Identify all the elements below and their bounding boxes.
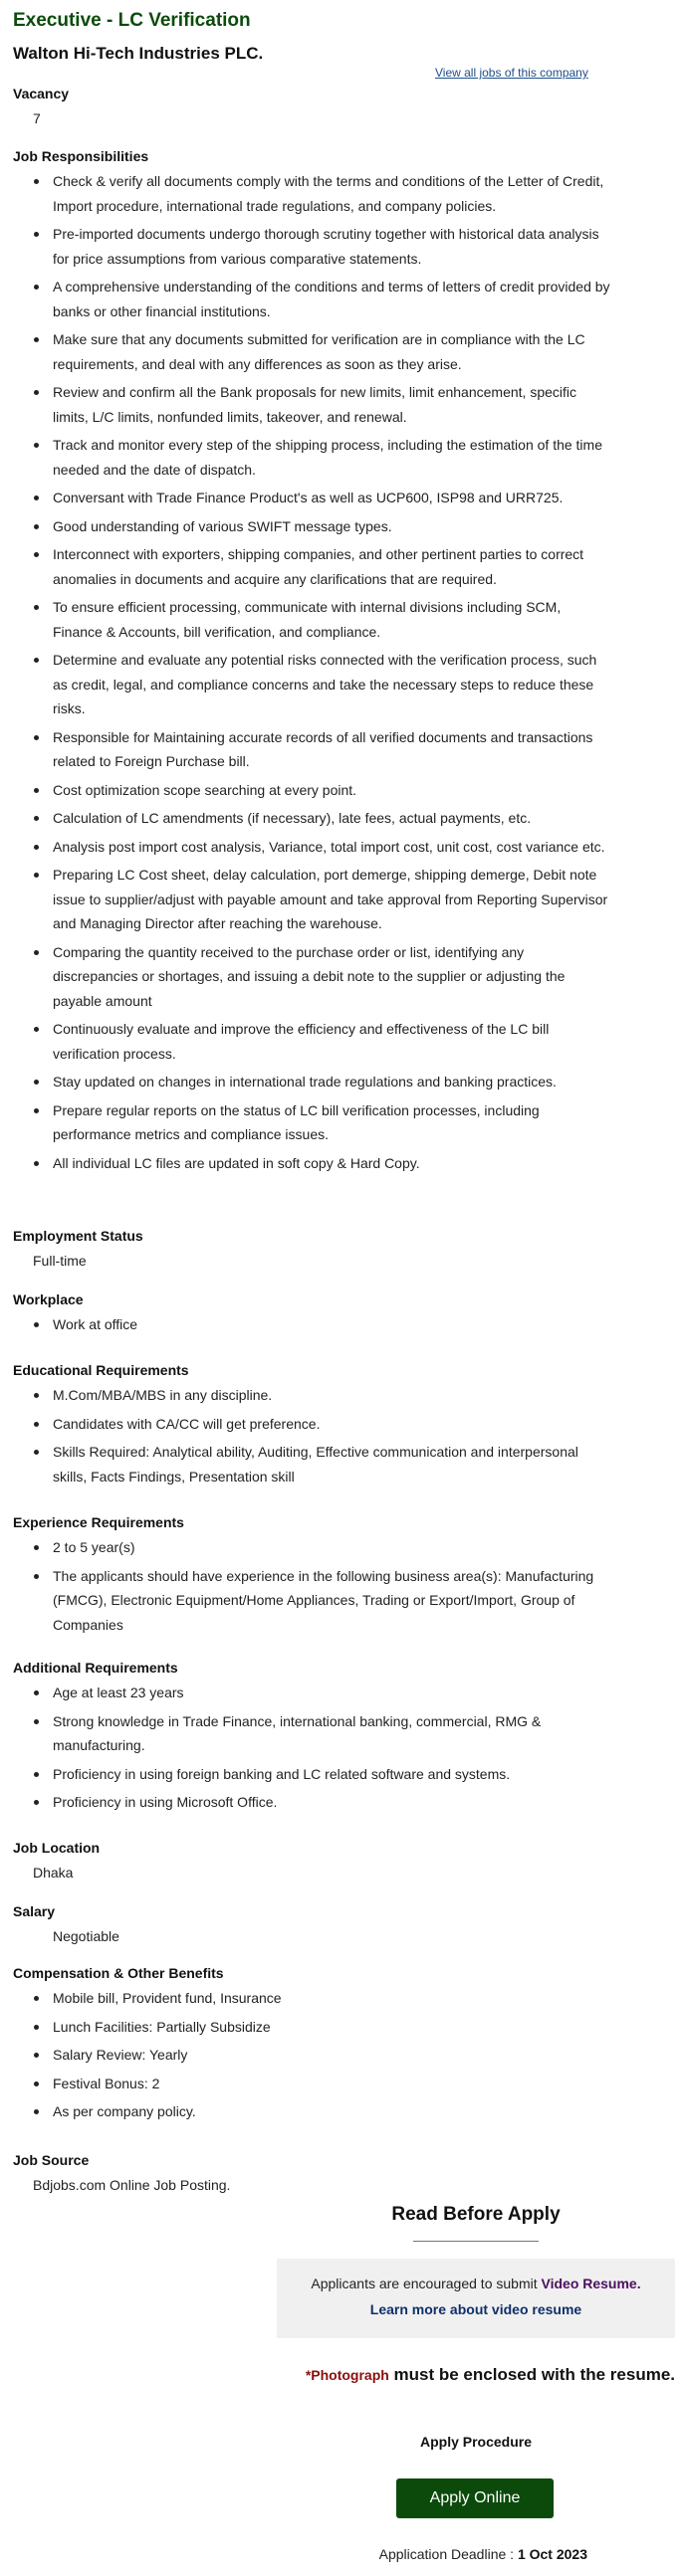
list-item: Track and monitor every step of the shipping process, including the estimation of the time needed and the date of dispatch. [33,433,610,482]
list-item: Determine and evaluate any potential risks connected with the verification process, such as credit, legal, and compliance concerns and take the necessary steps to reduce these risks. [33,648,610,721]
view-all-jobs-link[interactable]: View all jobs of this company [435,66,588,80]
list-item: Responsible for Maintaining accurate records of all verified documents and transactions related to Foreign Purchase bill. [33,725,610,774]
employment-status-heading: Employment Status [13,1228,143,1244]
location-value: Dhaka [33,1865,74,1881]
read-before-heading: Read Before Apply [391,2204,561,2225]
location-heading: Job Location [13,1840,101,1856]
education-heading: Educational Requirements [13,1362,189,1378]
list-item: Candidates with CA/CC will get preference. [33,1412,610,1437]
vacancy-value: 7 [33,110,41,126]
salary-section [13,1901,610,1947]
list-item: Salary Review: Yearly [33,2043,610,2068]
list-item: Continuously evaluate and improve the efficiency and effectiveness of the LC bill verification process. [33,1017,610,1066]
list-item: Strong knowledge in Trade Finance, international banking, commercial, RMG & manufacturing. [33,1709,610,1758]
experience-list [13,1535,610,1637]
education-section [13,1360,610,1492]
benefits-heading: Compensation & Other Benefits [13,1965,224,1981]
workplace-list [13,1312,610,1337]
salary-value: Negotiable [53,1928,119,1944]
deadline-date: 1 Oct 2023 [517,2546,587,2562]
list-item: Analysis post import cost analysis, Variance, total import cost, unit cost, cost variance etc. [33,835,610,860]
list-item: Check & verify all documents comply with the terms and conditions of the Letter of Credit, Import procedure, international trade regulations, and company policies. [33,169,610,218]
workplace-section [13,1289,610,1341]
deadline-label: Application Deadline : [378,2546,518,2562]
list-item: Make sure that any documents submitted for verification are in compliance with the LC requirements, and deal with any differences as soon as they arise. [33,327,610,376]
photograph-rest: must be enclosed with the resume. [388,2365,675,2384]
list-item: As per company policy. [33,2099,610,2124]
responsibilities-heading: Job Responsibilities [13,148,149,164]
video-resume-prefix: Applicants are encouraged to submit [311,2276,542,2291]
experience-section [13,1512,610,1641]
benefits-section [13,1963,610,2128]
workplace-heading: Workplace [13,1291,84,1307]
source-heading: Job Source [13,2152,90,2168]
list-item: Comparing the quantity received to the purchase order or list, identifying any discrepancies or shortages, and issuing a debit note to the supplier or adjusting the payable amount [33,940,610,1014]
list-item: 2 to 5 year(s) [33,1535,610,1560]
list-item: Prepare regular reports on the status of LC bill verification processes, including performance metrics and compliance issues. [33,1098,610,1147]
list-item: Interconnect with exporters, shipping companies, and other pertinent parties to correct anomalies in documents and acquire any clarifications that are required. [33,542,610,591]
job-title: Executive - LC Verification [13,10,251,31]
photograph-label: *Photograph [305,2367,389,2383]
company-name: Walton Hi-Tech Industries PLC. [13,44,264,63]
list-item: Pre-imported documents undergo thorough scrutiny together with historical data analysis for price assumptions from various comparative statements. [33,222,610,271]
video-resume-box [277,2259,675,2338]
list-item: Calculation of LC amendments (if necessary), late fees, actual payments, etc. [33,806,610,831]
list-item: Preparing LC Cost sheet, delay calculation, port demerge, shipping demerge, Debit note issue to supplier/adjust with payable amount and take approval from Reporting Supervisor and Managing Director after reaching the warehouse. [33,863,610,936]
location-section [13,1838,610,1883]
source-value: Bdjobs.com Online Job Posting. [33,2177,231,2193]
employment-status-section [13,1226,610,1272]
apply-procedure-heading: Apply Procedure [419,2434,533,2450]
list-item: Review and confirm all the Bank proposals for new limits, limit enhancement, specific limits, L/C limits, nonfunded limits, takeover, and renewal. [33,380,610,429]
employment-status-value: Full-time [33,1253,87,1269]
additional-heading: Additional Requirements [13,1660,178,1676]
salary-heading: Salary [13,1903,56,1919]
video-resume-note [277,2273,675,2294]
list-item: Mobile bill, Provident fund, Insurance [33,1986,610,2011]
read-before-apply [277,2201,675,2242]
video-resume-strong: Video Resume. [541,2276,641,2291]
photograph-note [277,2363,675,2387]
list-item: To ensure efficient processing, communicate with internal divisions including SCM, Finance & Accounts, bill verification, and compliance. [33,595,610,644]
experience-heading: Experience Requirements [13,1514,184,1530]
heading-divider [413,2241,539,2242]
benefits-list [13,1986,610,2124]
list-item: Stay updated on changes in international trade regulations and banking practices. [33,1070,610,1094]
list-item: Proficiency in using Microsoft Office. [33,1790,610,1815]
vacancy-heading: Vacancy [13,86,70,101]
education-list [13,1383,610,1488]
additional-section [13,1658,610,1819]
video-resume-link[interactable]: Learn more about video resume [369,2301,582,2317]
list-item: All individual LC files are updated in soft copy & Hard Copy. [33,1151,610,1176]
list-item: Conversant with Trade Finance Product's as well as UCP600, ISP98 and URR725. [33,486,610,510]
application-deadline [277,2543,675,2565]
list-item: Skills Required: Analytical ability, Auditing, Effective communication and interpersonal skills, Facts Findings, Presentation skill [33,1440,610,1488]
list-item: Cost optimization scope searching at every point. [33,778,610,803]
additional-list [13,1681,610,1815]
list-item: Age at least 23 years [33,1681,610,1705]
list-item: The applicants should have experience in the following business area(s): Manufacturing (FMCG), Electronic Equipment/Home Appliances, Trading or Export/Import, Group of Companies [33,1564,610,1638]
list-item: Proficiency in using foreign banking and LC related software and systems. [33,1762,610,1787]
list-item: A comprehensive understanding of the conditions and terms of letters of credit provided by banks or other financial institutions. [33,275,610,323]
list-item: Lunch Facilities: Partially Subsidize [33,2015,610,2040]
apply-online-button[interactable]: Apply Online [396,2478,554,2518]
list-item: M.Com/MBA/MBS in any discipline. [33,1383,610,1408]
vacancy-section [13,84,610,129]
list-item: Good understanding of various SWIFT message types. [33,514,610,539]
responsibilities-list [13,169,610,1175]
list-item: Work at office [33,1312,610,1337]
responsibilities-section [13,146,610,1179]
list-item: Festival Bonus: 2 [33,2072,610,2096]
source-section [13,2150,610,2196]
